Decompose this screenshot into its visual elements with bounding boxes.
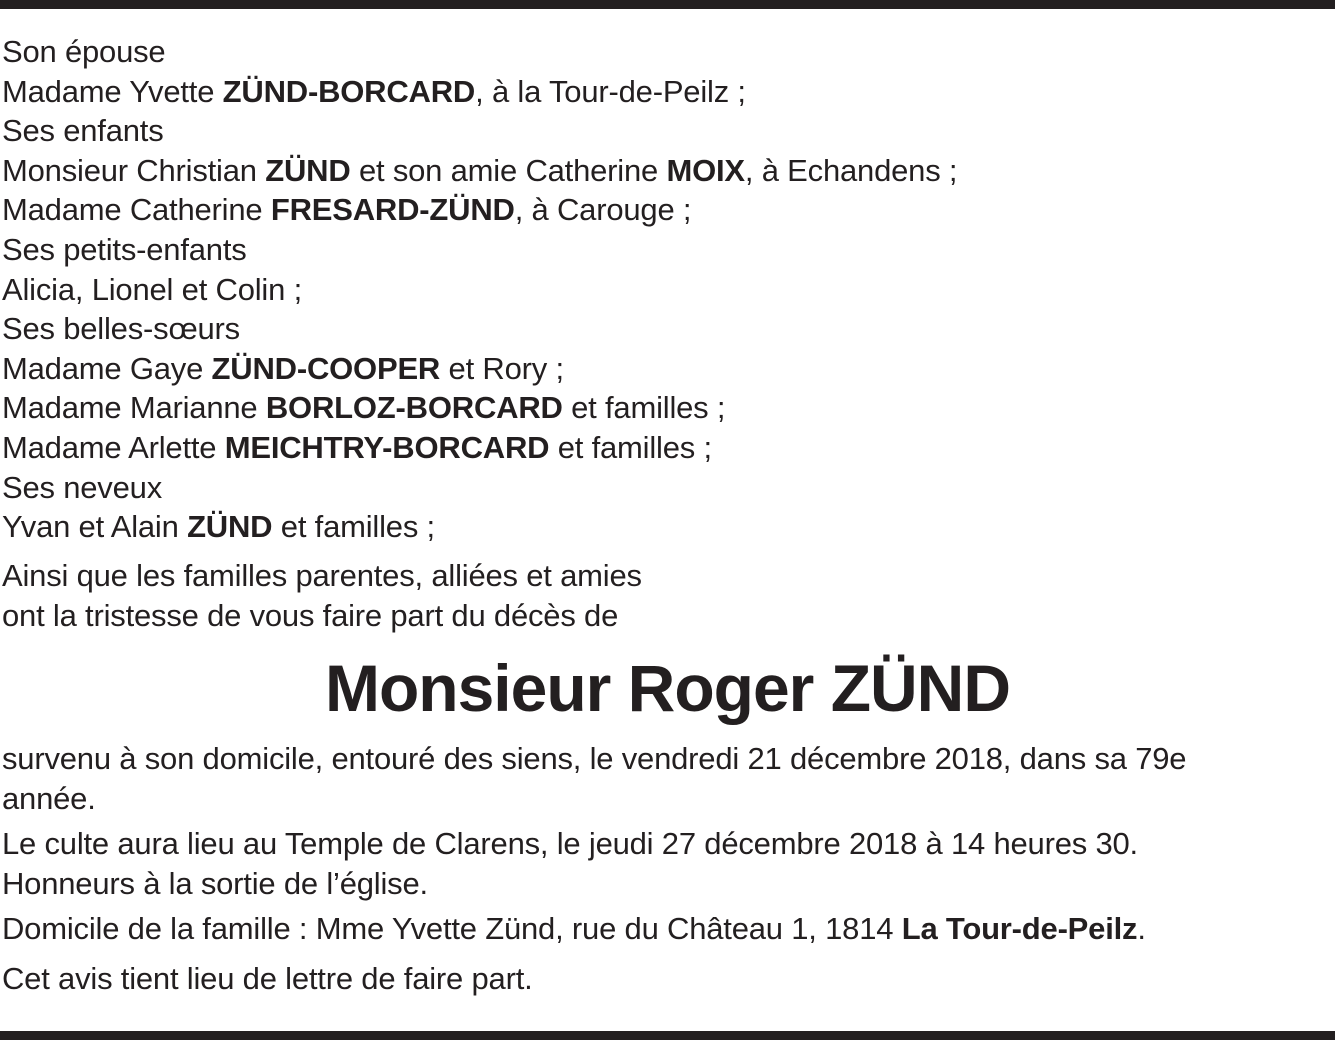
domicile-suffix: . xyxy=(1137,911,1146,947)
family-line-text: , à Echandens ; xyxy=(744,152,958,188)
intro-line: Ainsi que les familles parentes, alliées et amies xyxy=(2,558,642,593)
closing-note: Cet avis tient lieu de lettre de faire part. xyxy=(2,960,533,996)
family-line-text: Ses belles-sœurs xyxy=(2,311,240,347)
family-line-text: et familles ; xyxy=(562,390,726,426)
ceremony-info xyxy=(2,824,1186,903)
family-line xyxy=(2,507,957,547)
family-line xyxy=(2,32,957,72)
family-surname: ZÜND-BORCARD xyxy=(222,73,476,109)
family-line xyxy=(2,111,957,151)
deceased-name: Monsieur Roger ZÜND xyxy=(324,651,1011,725)
family-line-text: , à la Tour-de-Peilz ; xyxy=(475,73,746,109)
death-notice-line: année. xyxy=(2,780,96,816)
family-line xyxy=(2,349,957,389)
family-line xyxy=(2,190,957,230)
family-surname: ZÜND xyxy=(265,152,351,188)
bottom-border-rule xyxy=(0,1031,1335,1040)
family-domicile xyxy=(2,909,1186,949)
family-line-text: Ses petits-enfants xyxy=(2,231,247,267)
ceremony-line: Honneurs à la sortie de l’église. xyxy=(2,865,428,901)
family-line-text: Monsieur Christian xyxy=(2,152,266,188)
family-surname: ZÜND xyxy=(187,509,273,545)
family-line xyxy=(2,428,957,468)
announcement-intro xyxy=(2,556,642,635)
family-surname: ZÜND-COOPER xyxy=(211,350,441,386)
death-notice-line: survenu à son domicile, entouré des siens, le vendredi 21 décembre 2018, dans sa 79e xyxy=(2,741,1187,776)
top-border-rule xyxy=(0,0,1335,9)
family-line-text: et familles ; xyxy=(549,429,712,465)
family-line-text: et son amie Catherine xyxy=(350,152,667,188)
family-surname: MOIX xyxy=(666,152,745,188)
family-line-text: Yvan et Alain xyxy=(2,509,188,545)
family-line-text: Madame Catherine xyxy=(2,192,271,228)
family-line xyxy=(2,230,957,270)
family-line-text: Alicia, Lionel et Colin ; xyxy=(2,271,302,307)
domicile-place: La Tour-de-Peilz xyxy=(901,911,1138,947)
family-line-text: Son épouse xyxy=(2,34,166,69)
family-line-text: Madame Yvette xyxy=(2,73,223,109)
family-list xyxy=(2,32,957,547)
family-surname: BORLOZ-BORCARD xyxy=(265,390,563,426)
family-line xyxy=(2,468,957,508)
family-line xyxy=(2,270,957,310)
family-line-text: , à Carouge ; xyxy=(514,192,692,228)
family-line xyxy=(2,309,957,349)
family-line xyxy=(2,151,957,191)
family-line xyxy=(2,388,957,428)
intro-line: ont la tristesse de vous faire part du décès de xyxy=(2,597,619,633)
ceremony-line: Le culte aura lieu au Temple de Clarens, le jeudi 27 décembre 2018 à 14 heures 30. xyxy=(2,826,1138,862)
family-line-text: Madame Marianne xyxy=(2,390,266,426)
family-surname: FRESARD-ZÜND xyxy=(270,192,515,228)
family-line-text: Ses neveux xyxy=(2,469,162,505)
family-line xyxy=(2,72,957,112)
domicile-address: Domicile de la famille : Mme Yvette Zünd, rue du Château 1, 1814 xyxy=(2,911,902,947)
family-surname: MEICHTRY-BORCARD xyxy=(224,429,550,465)
family-line-text: et Rory ; xyxy=(440,350,564,386)
family-line-text: Madame Arlette xyxy=(2,429,225,465)
notice-body xyxy=(2,739,1186,999)
family-line-text: Madame Gaye xyxy=(2,350,212,386)
family-line-text: Ses enfants xyxy=(2,113,164,149)
death-notice xyxy=(2,739,1186,818)
family-line-text: et familles ; xyxy=(272,509,435,545)
